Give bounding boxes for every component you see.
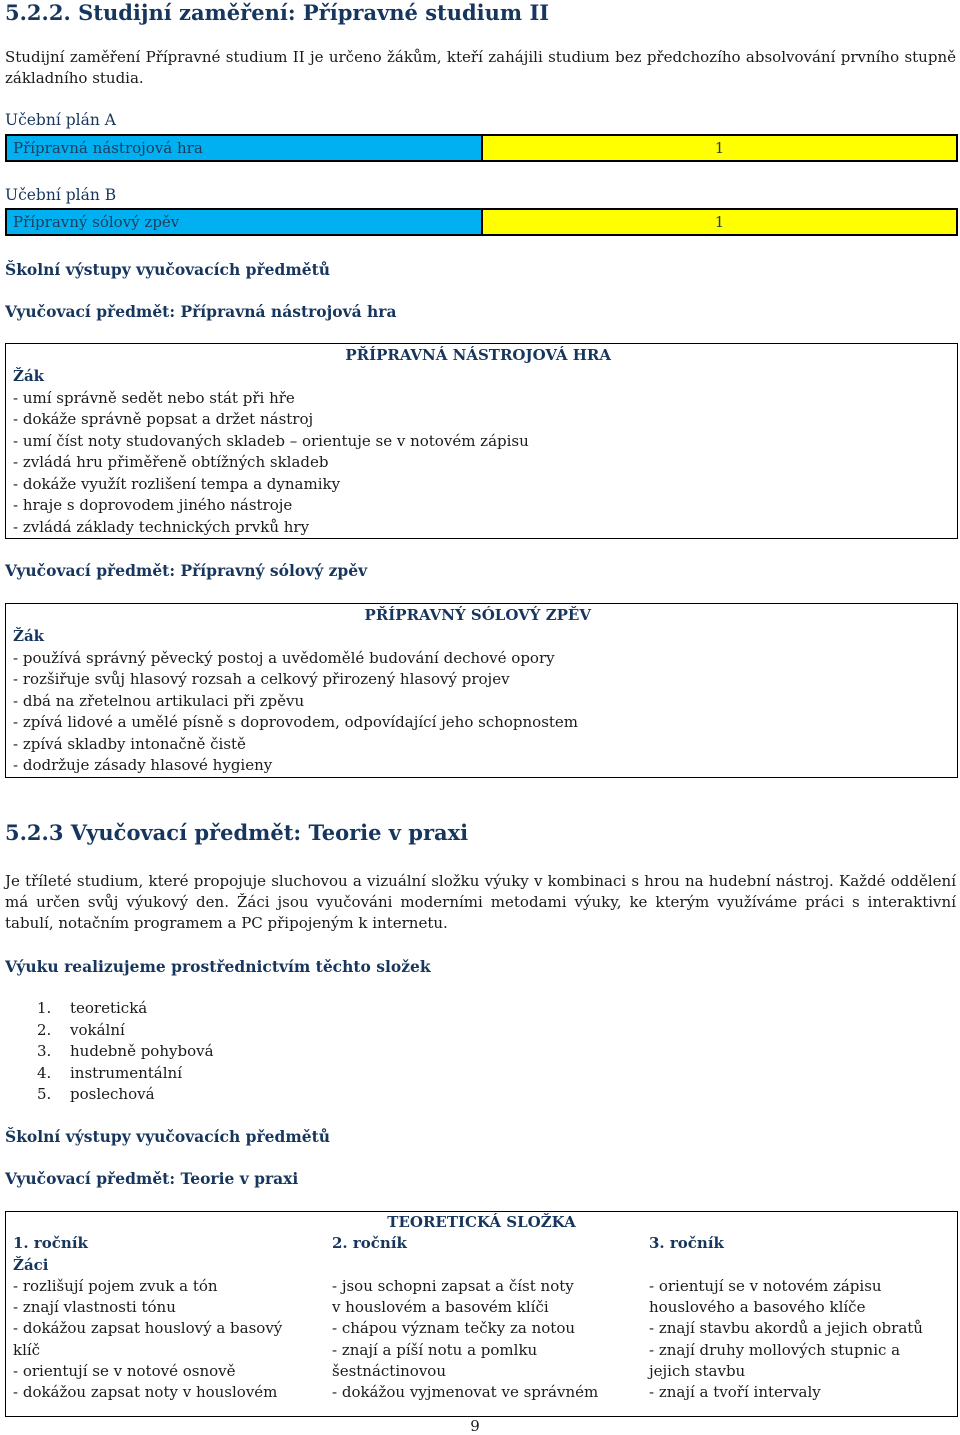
subject1-item: - dokáže správně popsat a držet nástroj [13,410,314,428]
plan-a-subject: Přípravná nástrojová hra [6,135,482,161]
table-cell-line: houslového a basového klíče [649,1298,866,1317]
table-cell-line: jejich stavbu [649,1362,746,1381]
plan-a-value: 1 [482,135,957,161]
pupils-label: Žáci [13,1255,49,1274]
plan-a-table [5,134,958,162]
subject1-box [5,343,958,539]
table-cell-line: - znají stavbu akordů a jejich obratů [649,1319,923,1338]
year-3-header: 3. ročník [649,1234,724,1253]
subject2-box-title: PŘÍPRAVNÝ SÓLOVÝ ZPĚV [364,606,591,624]
outputs-heading: Školní výstupy vyučovacích předmětů [5,260,331,279]
year-2-column [325,1276,642,1416]
subject1-pupil-label: Žák [13,367,45,385]
theory-table [5,1211,958,1417]
subject2-item: - používá správný pěvecký postoj a uvědomělé budování dechové opory [13,648,555,667]
subject2-item: - rozšiřuje svůj hlasový rozsah a celkový přirozený hlasový projev [13,670,510,688]
subject2-pupil-label: Žák [13,627,45,645]
subject2-box [5,603,958,778]
year-1-header: 1. ročník [13,1234,88,1253]
year-1-column [6,1276,325,1416]
subject2-item: - zpívá skladby intonačně čistě [13,734,246,753]
table-cell-line: - rozlišují pojem zvuk a tón [13,1276,218,1295]
table-cell-line: - dokážou zapsat noty v houslovém [13,1383,278,1402]
subject2-item: - zpívá lidové a umělé písně s doprovodem, odpovídající jeho schopnostem [13,713,579,731]
section2-title: 5.2.3 Vyučovací předmět: Teorie v praxi [5,820,469,845]
table-cell-line: - jsou schopni zapsat a číst noty [332,1276,574,1295]
table-cell-line: v houslovém a basovém klíči [332,1298,549,1317]
theory-table-title: TEORETICKÁ SLOŽKA [387,1213,576,1231]
subject1-item: - hraje s doprovodem jiného nástroje [13,496,293,514]
plan-a-heading: Učební plán A [5,111,116,129]
table-cell-line: - chápou význam tečky za notou [332,1319,576,1338]
components-heading: Výuku realizujeme prostřednictvím těchto složek [5,957,431,976]
outputs-heading-2: Školní výstupy vyučovacích předmětů [5,1127,331,1146]
table-cell-line: - orientují se v notové osnově [13,1362,236,1381]
subject1-item: - umí číst noty studovaných skladeb – orientuje se v notovém zápisu [13,431,529,450]
plan-b-table [5,208,958,236]
component-item: 4. instrumentální [37,1064,183,1082]
subject3-heading: Vyučovací předmět: Teorie v praxi [5,1169,299,1188]
plan-b-value: 1 [482,209,957,235]
subject2-item: - dodržuje zásady hlasové hygieny [13,756,273,774]
table-cell-line: šestnáctinovou [332,1362,446,1381]
section2-intro: Je tříleté studium, které propojuje sluchovou a vizuální složku výuky v kombinaci s hrou na hudební nástroj. Každé oddělení má určen svůj výukový den. Žáci jsou vyučováni moderními metodami výuky, ke kterým využíváme práci s interaktivní tabulí, notačním programem a PC připojeným k internetu. [5,872,956,932]
table-cell-line: - znají vlastnosti tónu [13,1298,176,1317]
year-3-column [642,1276,949,1416]
table-cell-line: - znají druhy mollových stupnic a [649,1340,901,1359]
page-number: 9 [470,1417,480,1435]
table-cell-line: - znají a tvoří intervaly [649,1383,821,1402]
year-2-header: 2. ročník [332,1234,407,1253]
subject2-item: - dbá na zřetelnou artikulaci při zpěvu [13,691,305,710]
subject1-item: - zvládá základy technických prvků hry [13,517,310,536]
subject2-heading: Vyučovací předmět: Přípravný sólový zpěv [5,561,368,580]
table-cell-line: - orientují se v notovém zápisu [649,1276,882,1295]
subject1-item: - zvládá hru přiměřeně obtížných skladeb [13,453,329,471]
table-cell-line: klíč [13,1340,41,1359]
table-cell-line: - dokážou vyjmenovat ve správném [332,1383,599,1402]
component-item: 3. hudebně pohybová [37,1042,214,1060]
subject1-item: - umí správně sedět nebo stát při hře [13,388,295,407]
intro-paragraph: Studijní zaměření Přípravné studium II je určeno žákům, kteří zahájili studium bez předchozího absolvování prvního stupně základního studia. [5,48,956,87]
section-title: 5.2.2. Studijní zaměření: Přípravné studium II [5,0,550,25]
subject1-heading: Vyučovací předmět: Přípravná nástrojová hra [5,302,397,321]
subject1-box-title: PŘÍPRAVNÁ NÁSTROJOVÁ HRA [345,346,611,364]
plan-b-subject: Přípravný sólový zpěv [6,209,482,235]
component-item: 2. vokální [37,1021,125,1039]
plan-b-heading: Učební plán B [5,186,117,204]
subject1-item: - dokáže využít rozlišení tempa a dynamiky [13,474,341,493]
component-item: 1. teoretická [37,999,148,1017]
table-cell-line: - dokážou zapsat houslový a basový [13,1319,283,1338]
component-item: 5. poslechová [37,1085,155,1103]
table-cell-line: - znají a píší notu a pomlku [332,1340,538,1359]
